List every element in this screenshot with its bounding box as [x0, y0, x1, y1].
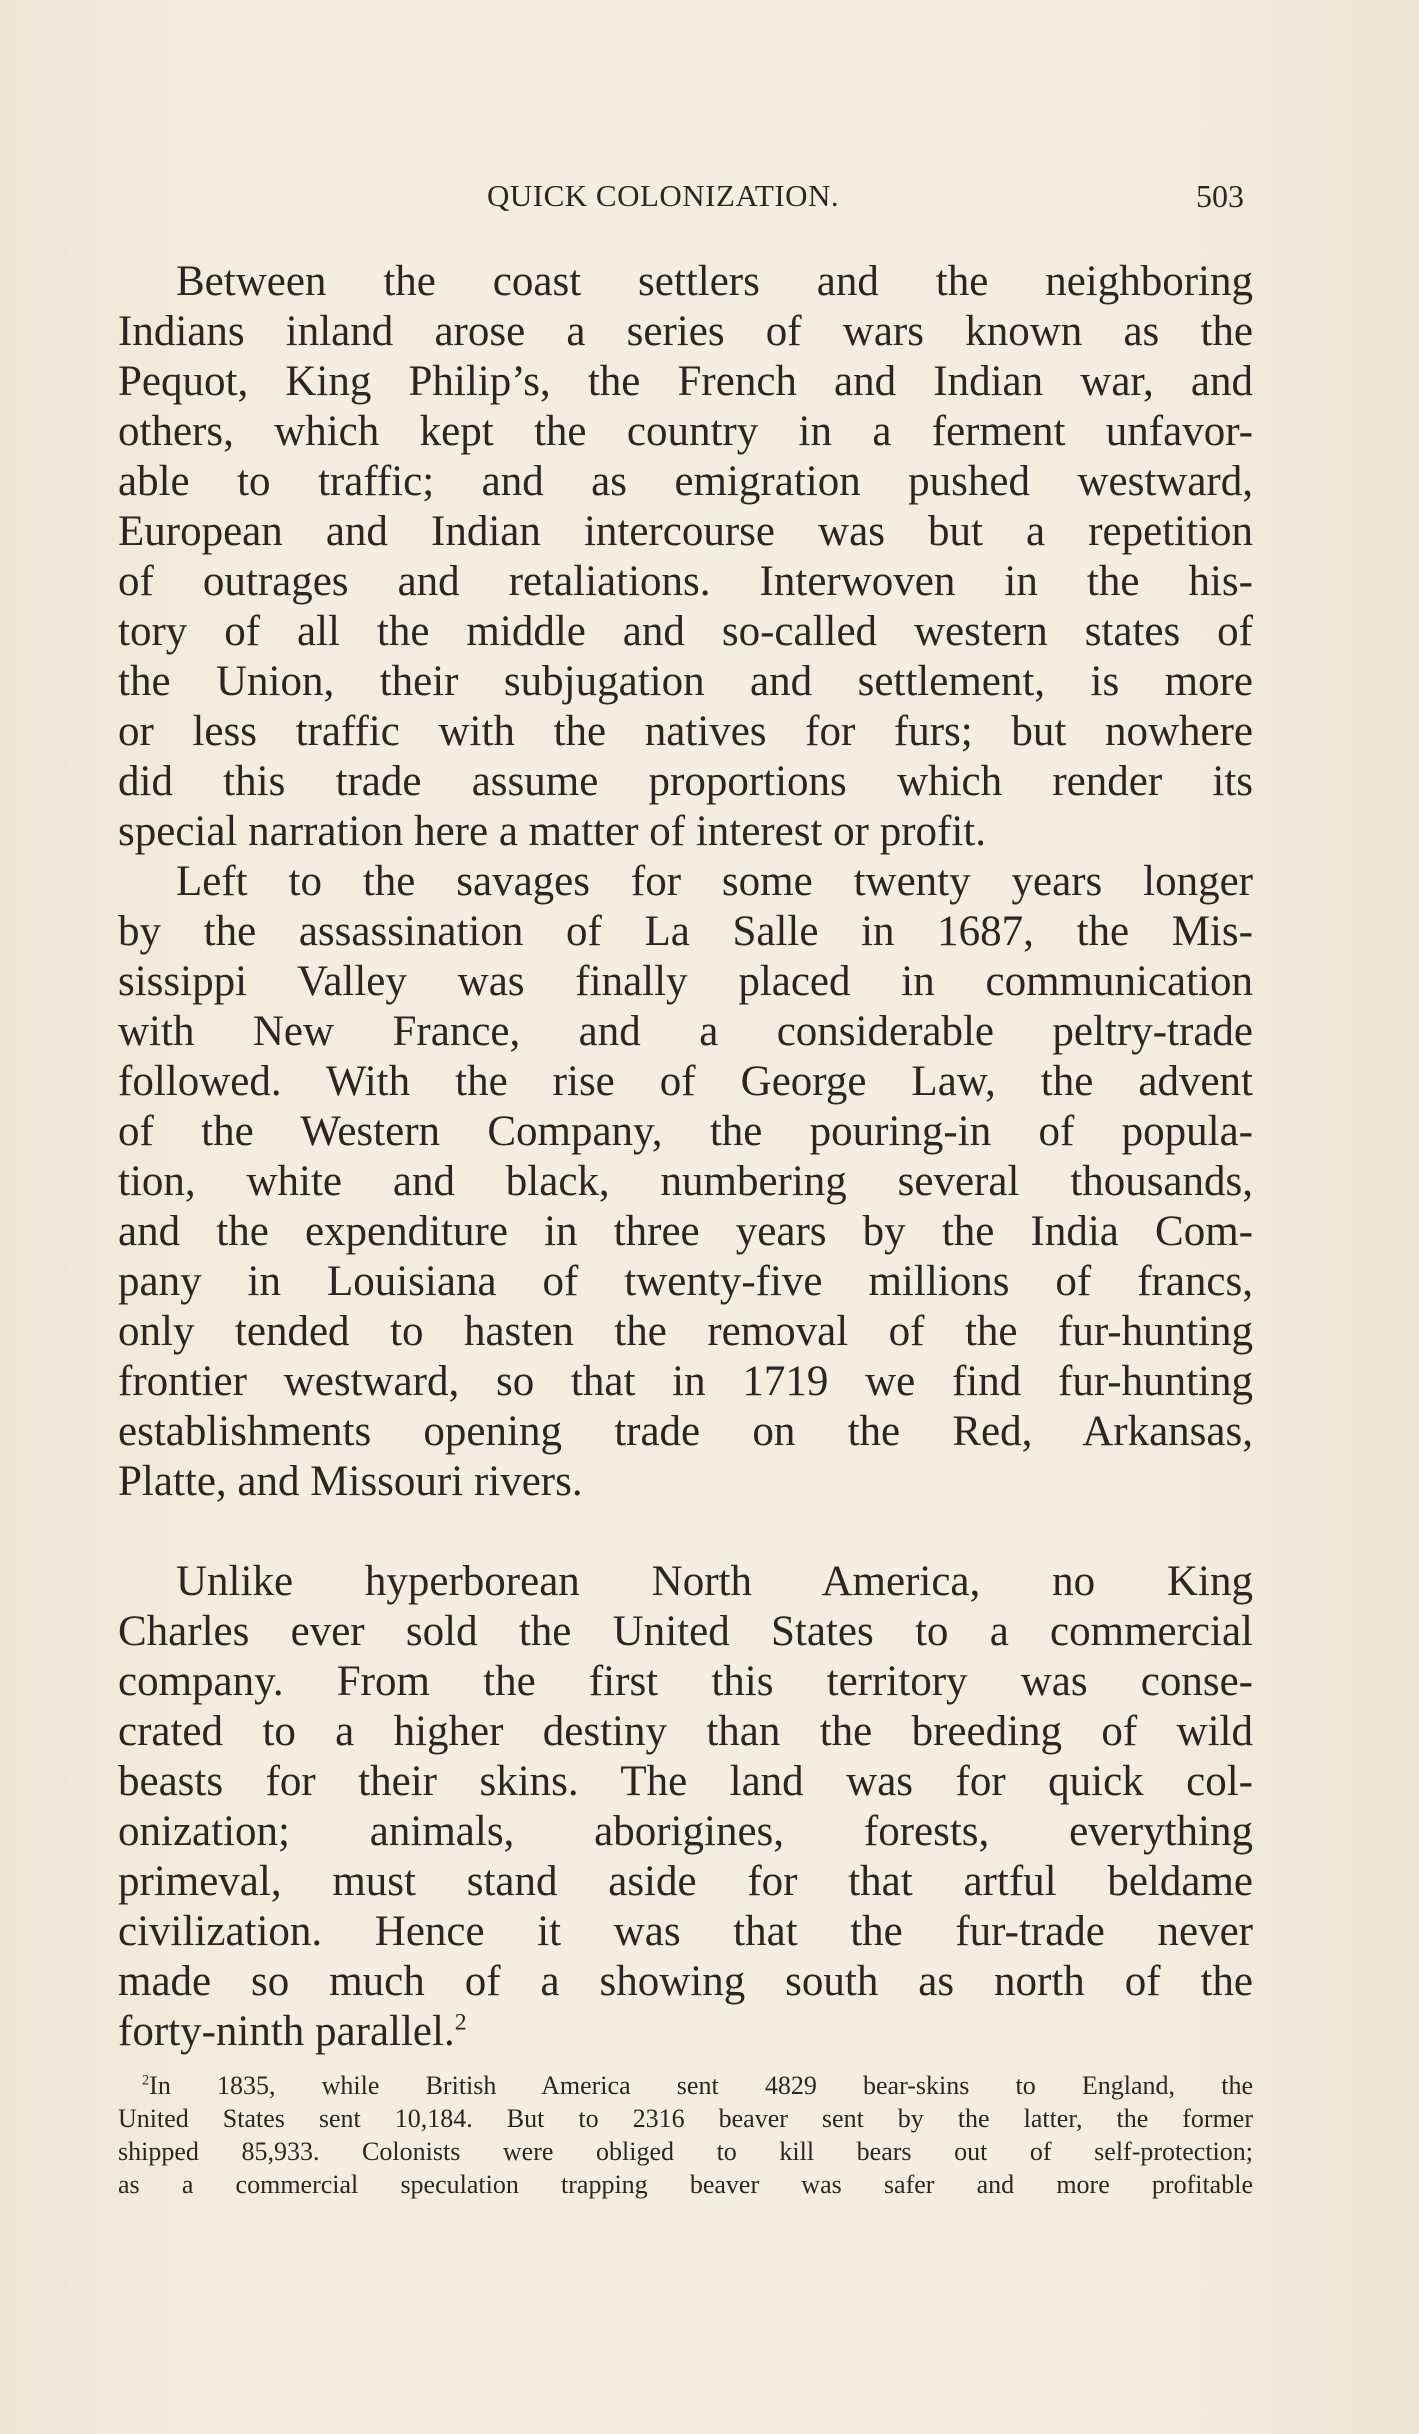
text-line: crated to a higher destiny than the breeding of wild — [118, 1708, 1253, 1755]
footnote-line: United States sent 10,184. But to 2316 beaver sent by the latter, the former — [118, 2104, 1253, 2133]
text-line: Platte, and Missouri rivers. — [118, 1458, 583, 1505]
paragraph-2 — [118, 857, 1253, 1507]
text-line: frontier westward, so that in 1719 we find fur-hunting — [118, 1358, 1253, 1405]
paragraph-3 — [118, 1557, 1253, 2057]
footnote-marker: 2 — [142, 2072, 150, 2089]
text-line: Charles ever sold the United States to a commercial — [118, 1608, 1253, 1655]
page-header — [0, 176, 1419, 216]
text-line: civilization. Hence it was that the fur-trade never — [118, 1908, 1253, 1955]
text-line: by the assassination of La Salle in 1687, the Mis- — [118, 908, 1253, 955]
text-line: pany in Louisiana of twenty-five millions of francs, — [118, 1258, 1253, 1305]
text-line: establishments opening trade on the Red, Arkansas, — [118, 1408, 1253, 1455]
text-line: Left to the savages for some twenty years longer — [176, 858, 1253, 905]
text-line: Indians inland arose a series of wars known as the — [118, 308, 1253, 355]
text-line: special narration here a matter of interest or profit. — [118, 808, 986, 855]
footnote-line — [118, 2069, 1253, 2102]
text-line: forty-ninth parallel. — [118, 2008, 455, 2055]
text-line: Between the coast settlers and the neighboring — [176, 258, 1253, 305]
text-line: and the expenditure in three years by the India Com- — [118, 1208, 1253, 1255]
footnote — [118, 2069, 1253, 2201]
text-line-with-note — [118, 2007, 1253, 2057]
text-line: tory of all the middle and so-called western states of — [118, 608, 1253, 655]
text-line: of the Western Company, the pouring-in of popula- — [118, 1108, 1253, 1155]
text-line: Unlike hyperborean North America, no King — [176, 1558, 1253, 1605]
text-line: of outrages and retaliations. Interwoven in the his- — [118, 558, 1253, 605]
text-line: with New France, and a considerable peltry-trade — [118, 1008, 1253, 1055]
text-line: or less traffic with the natives for furs; but nowhere — [118, 708, 1253, 755]
text-line: the Union, their subjugation and settlement, is more — [118, 658, 1253, 705]
footnote-line: shipped 85,933. Colonists were obliged to kill bears out of self-protection; — [118, 2137, 1253, 2166]
text-line: primeval, must stand aside for that artful beldame — [118, 1858, 1253, 1905]
text-line: others, which kept the country in a ferment unfavor- — [118, 408, 1253, 455]
text-line: followed. With the rise of George Law, the advent — [118, 1058, 1253, 1105]
text-line: made so much of a showing south as north of the — [118, 1958, 1253, 2005]
page-number: 503 — [1196, 178, 1244, 214]
text-line: did this trade assume proportions which render its — [118, 758, 1253, 805]
text-line: beasts for their skins. The land was for quick col- — [118, 1758, 1253, 1805]
footnote-reference: 2 — [454, 2009, 467, 2036]
paragraph-1 — [118, 257, 1253, 857]
text-line: European and Indian intercourse was but a repetition — [118, 508, 1253, 555]
text-line: sissippi Valley was finally placed in communication — [118, 958, 1253, 1005]
footnote-text: In 1835, while British America sent 4829 bear-skins to England, the — [149, 2071, 1253, 2100]
text-line: Pequot, King Philip’s, the French and Indian war, and — [118, 358, 1253, 405]
text-line: able to traffic; and as emigration pushed westward, — [118, 458, 1253, 505]
text-line: tion, white and black, numbering several thousands, — [118, 1158, 1253, 1205]
text-line: company. From the first this territory was conse- — [118, 1658, 1253, 1705]
text-line: only tended to hasten the removal of the fur-hunting — [118, 1308, 1253, 1355]
text-line: onization; animals, aborigines, forests, everything — [118, 1808, 1253, 1855]
footnote-line: as a commercial speculation trapping beaver was safer and more profitable — [118, 2170, 1253, 2199]
running-title: QUICK COLONIZATION. — [487, 178, 840, 213]
